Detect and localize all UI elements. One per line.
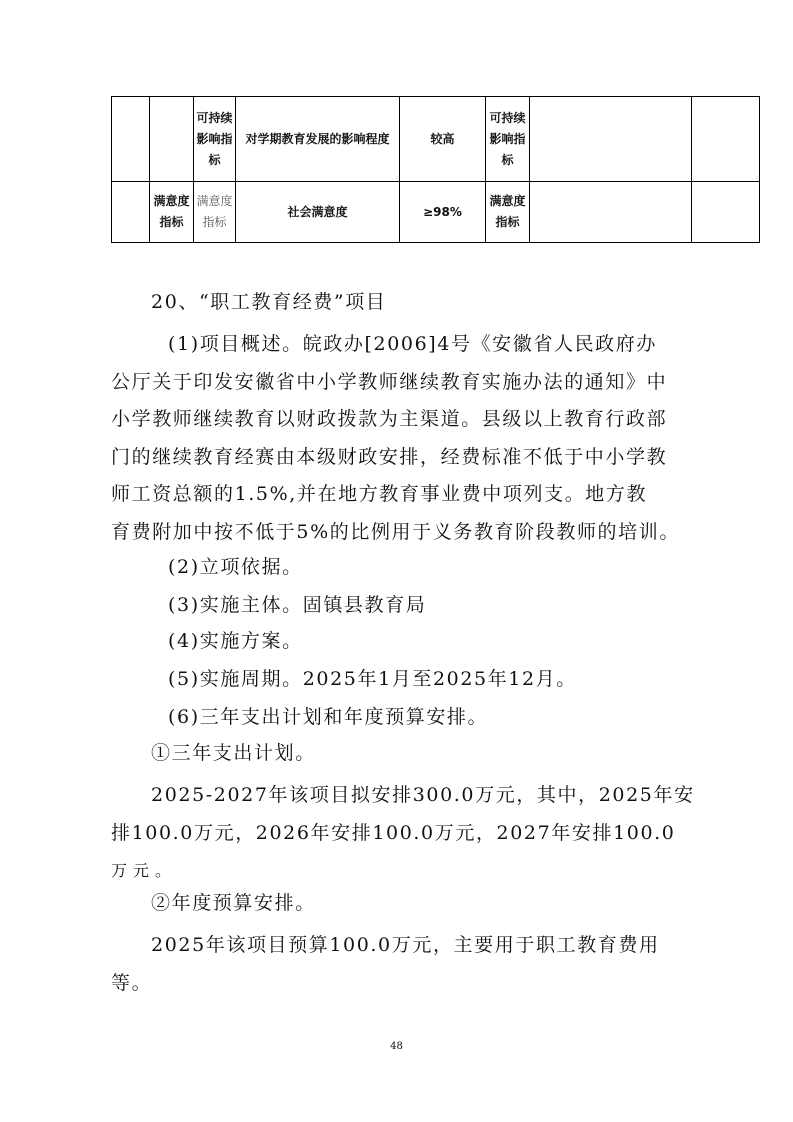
implementer-line: (3)实施主体。固镇县教育局 bbox=[168, 594, 427, 616]
table-cell-indicator-type: 可持续影响指标 bbox=[194, 97, 236, 182]
three-year-line: 排100.0万元，2026年安排100.0万元，2027年安排100.0 bbox=[111, 822, 676, 844]
table-cell bbox=[692, 182, 760, 243]
plan-line: (4)实施方案。 bbox=[168, 630, 303, 652]
table-cell bbox=[112, 182, 150, 243]
table-cell-indicator-name: 社会满意度 bbox=[236, 182, 400, 243]
performance-indicator-table bbox=[111, 96, 760, 243]
table-cell-indicator-type: 满意度指标 bbox=[486, 182, 530, 243]
annual-paragraph bbox=[111, 926, 679, 1002]
three-year-line: 2025-2027年该项目拟安排300.0万元，其中，2025年安 bbox=[151, 784, 695, 806]
overview-line: 门的继续教育经赛由本级财政安排，经费标准不低于中小学教 bbox=[111, 445, 668, 468]
table-cell bbox=[530, 182, 692, 243]
table-row bbox=[112, 97, 760, 182]
period-line: (5)实施周期。2025年1月至2025年12月。 bbox=[168, 668, 577, 690]
overview-line: 小学教师继续教育以财政拨款为主渠道。县级以上教育行政部 bbox=[111, 408, 668, 430]
table-cell-target-value: 较高 bbox=[400, 97, 486, 182]
overview-paragraph bbox=[111, 326, 679, 551]
table-row bbox=[112, 182, 760, 243]
annual-heading: ②年度预算安排。 bbox=[151, 892, 316, 914]
annual-line: 等。 bbox=[111, 972, 153, 994]
table-cell-target-value: ≥98% bbox=[400, 182, 486, 243]
three-year-line: 万元。 bbox=[111, 861, 178, 880]
overview-line: 育费附加中按不低于5%的比例用于义务教育阶段教师的培训。 bbox=[111, 520, 680, 543]
table-cell-indicator-name: 对学期教育发展的影响程度 bbox=[236, 97, 400, 182]
table-cell bbox=[530, 97, 692, 182]
overview-line: 师工资总额的1.5%,并在地方教育事业费中项列支。地方教 bbox=[111, 483, 648, 505]
annual-line: 2025年该项目预算100.0万元，主要用于职工教育费用 bbox=[151, 934, 660, 956]
section-heading: 20、“职工教育经费”项目 bbox=[151, 291, 387, 313]
three-year-paragraph bbox=[111, 776, 695, 890]
table-cell bbox=[150, 97, 194, 182]
three-year-heading: ①三年支出计划。 bbox=[151, 742, 316, 764]
table-cell bbox=[112, 97, 150, 182]
table-cell bbox=[692, 97, 760, 182]
page-number: 48 bbox=[390, 1041, 403, 1052]
basis-line: (2)立项依据。 bbox=[168, 556, 303, 578]
overview-line: 公厅关于印发安徽省中小学教师继续教育实施办法的通知》中 bbox=[111, 370, 668, 393]
table-cell-indicator-type: 满意度指标 bbox=[194, 182, 236, 243]
table-cell-indicator-type: 可持续影响指标 bbox=[486, 97, 530, 182]
budget-heading: (6)三年支出计划和年度预算安排。 bbox=[168, 706, 489, 728]
table-cell-indicator-category: 满意度指标 bbox=[150, 182, 194, 243]
overview-line: (1)项目概述。皖政办[2006]4号《安徽省人民政府办 bbox=[168, 333, 657, 355]
